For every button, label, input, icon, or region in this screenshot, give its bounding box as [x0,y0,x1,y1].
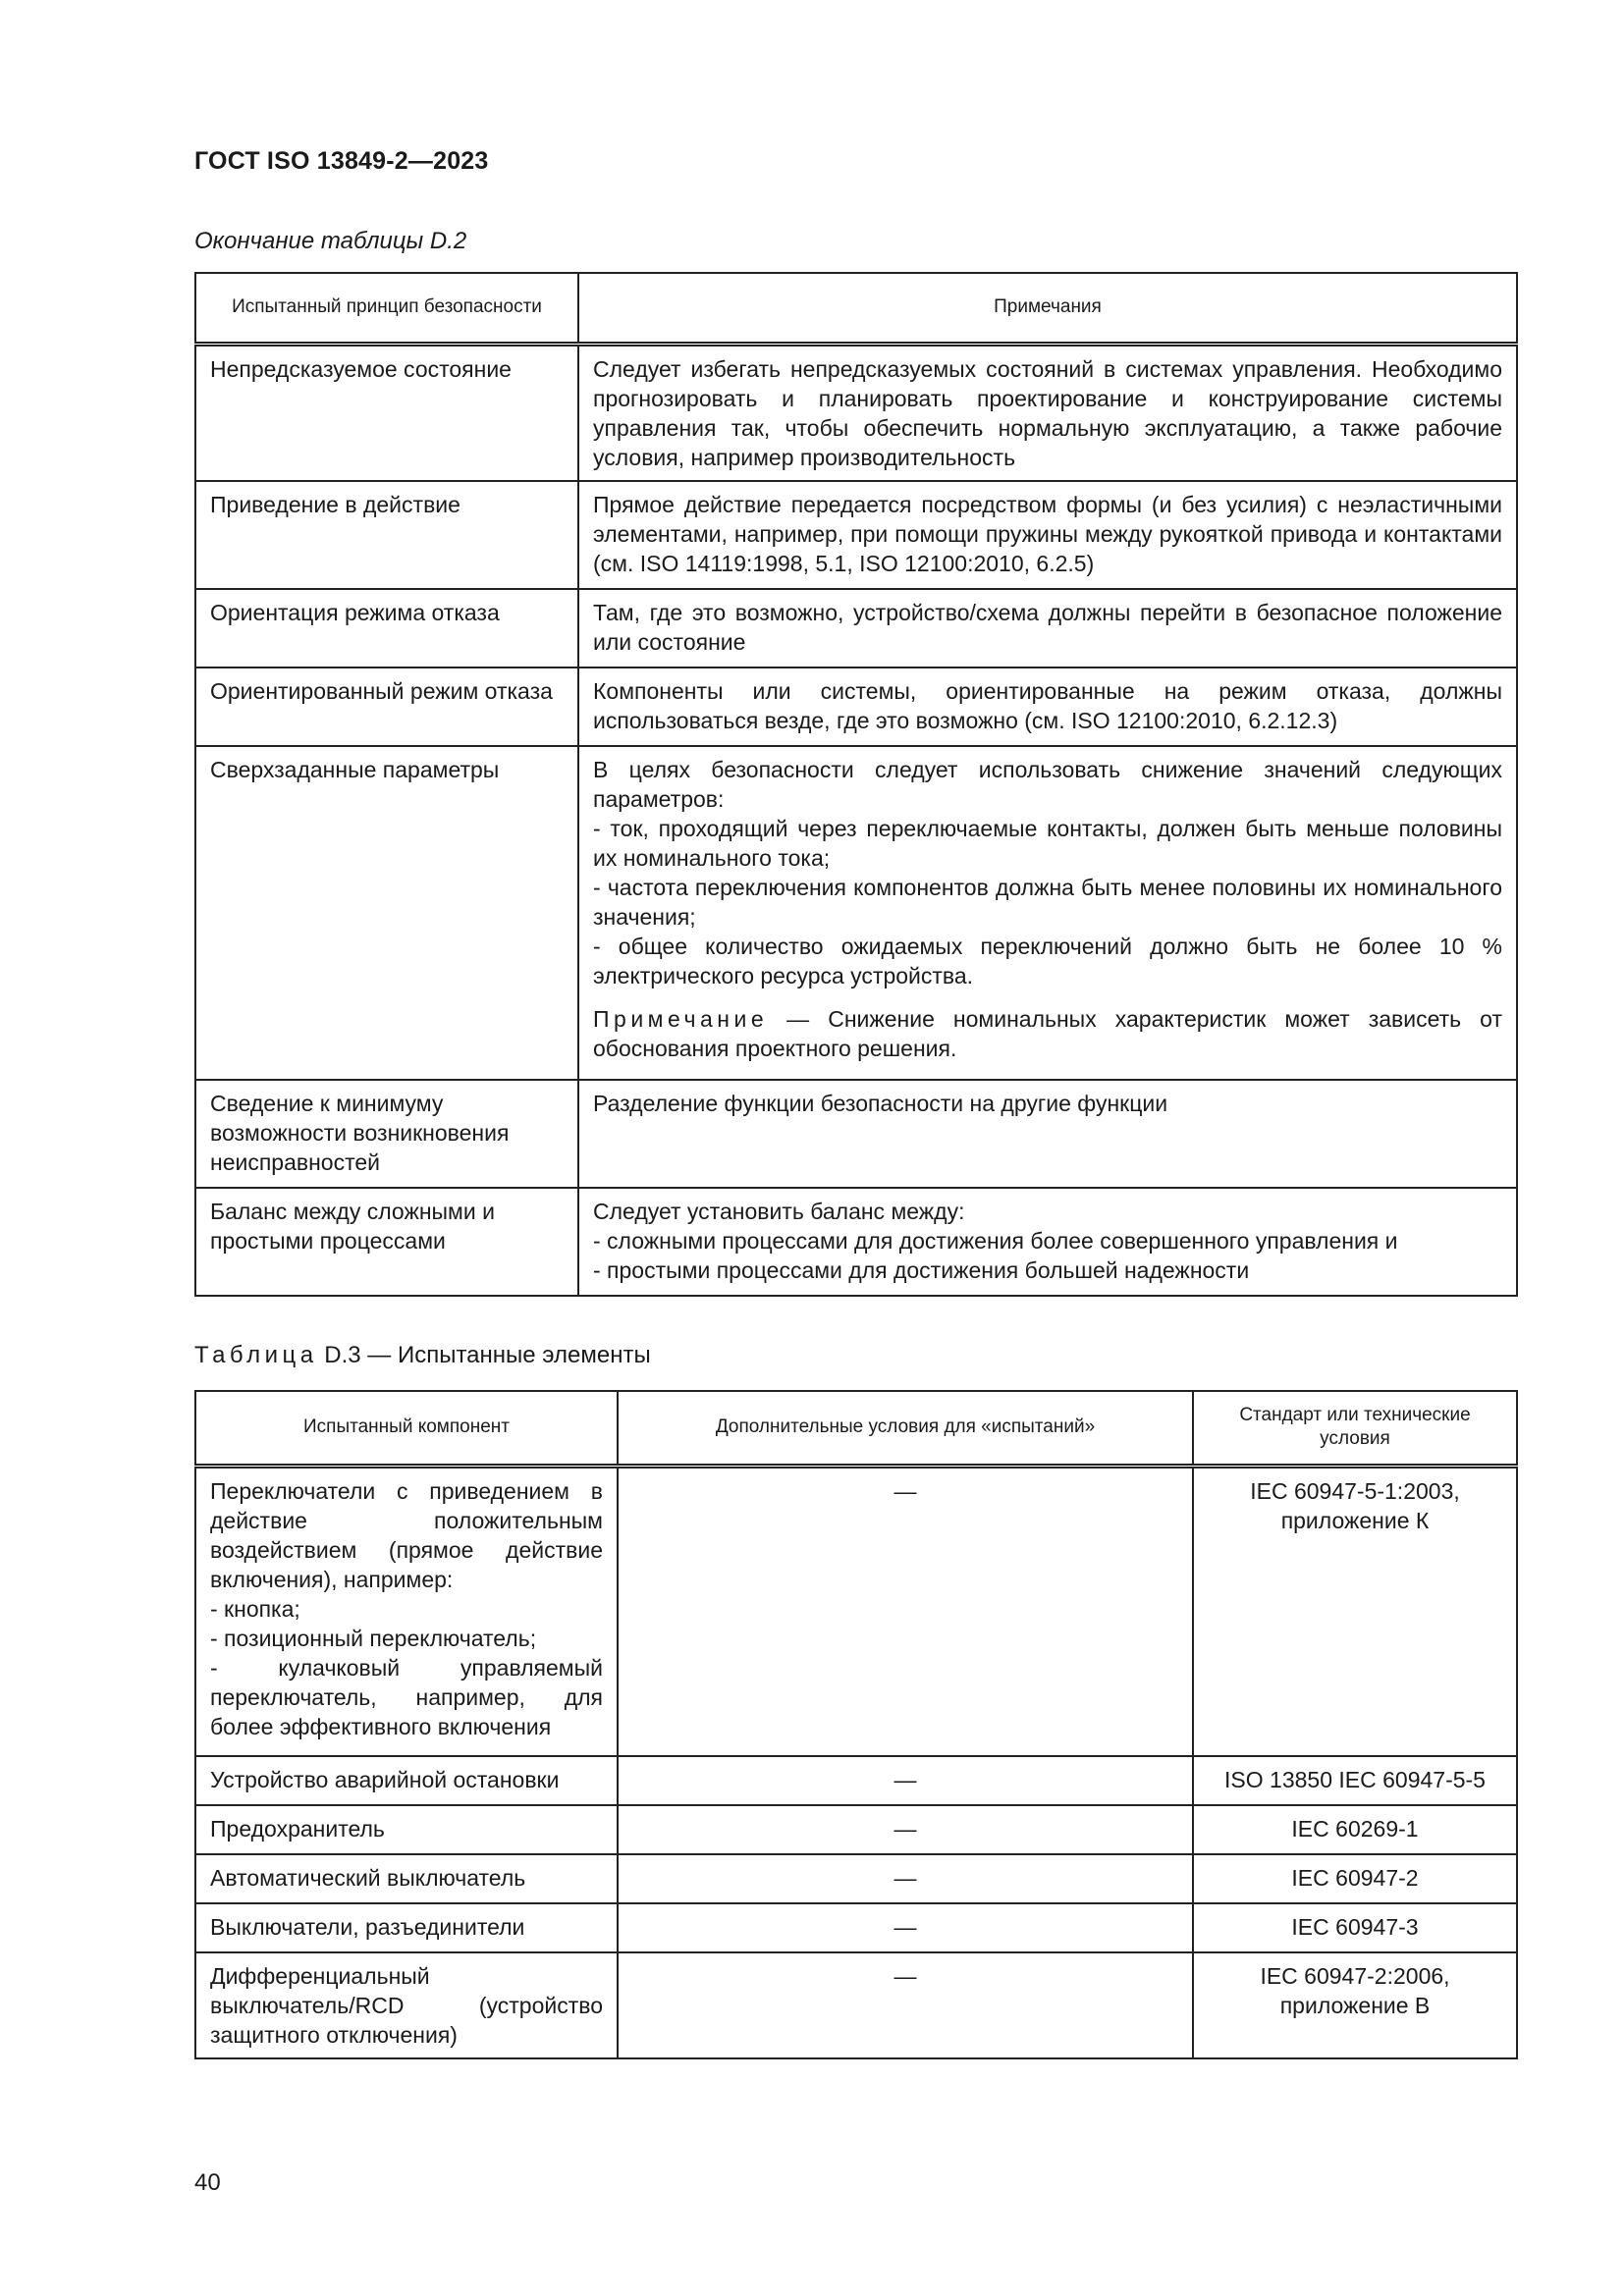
component-cell: Устройство аварийной остановки [195,1756,618,1805]
component-line: - кнопка; [210,1595,300,1622]
table-row [195,1854,1517,1903]
conditions-cell: — [618,1854,1193,1903]
notes-line: - простыми процессами для достижения большей надежности [593,1257,1250,1283]
standard-line: IEC 60947-2:2006, [1260,1963,1450,1989]
principle-cell: Непредсказуемое состояние [195,344,578,481]
notes-cell [578,1188,1517,1296]
column-header-notes: Примечания [578,273,1517,344]
note-paragraph [593,1004,1502,1063]
standard-cell: ISO 13850 IEC 60947-5-5 [1193,1756,1517,1805]
column-header-principle: Испытанный принцип безопасности [195,273,578,344]
notes-line: В целях безопасности следует использовать снижение значений следующих параметров: [593,757,1502,812]
note-label: Примечание [593,1006,769,1032]
table-row [195,1466,1517,1756]
column-header-component: Испытанный компонент [195,1391,618,1466]
conditions-cell: — [618,1466,1193,1756]
table-row [195,1188,1517,1296]
component-cell: Автоматический выключатель [195,1854,618,1903]
principle-cell: Сведение к минимуму возможности возникновения неисправностей [195,1080,578,1188]
component-cell: Дифференциальный выключатель/RCD (устройство защитного отключения) [195,1952,618,2058]
table-row [195,1952,1517,2058]
component-line: Переключатели с приведением в действие положительным воздействием (прямое действие включения), например: [210,1477,603,1592]
notes-line: Следует установить баланс между: [593,1199,965,1224]
notes-line: - частота переключения компонентов должна быть менее половины их номинального значения; [593,875,1502,930]
standard-cell: IEC 60269-1 [1193,1805,1517,1854]
page-number: 40 [194,2169,221,2196]
notes-line: - ток, проходящий через переключаемые контакты, должен быть меньше половины их номинального тока; [593,816,1502,871]
standard-cell [1193,1952,1517,2058]
component-cell: Предохранитель [195,1805,618,1854]
table-row [195,746,1517,1080]
column-header-conditions: Дополнительные условия для «испытаний» [618,1391,1193,1466]
principle-cell: Ориентация режима отказа [195,589,578,667]
table-d3-caption [194,1342,651,1369]
table-d3-caption-label: Таблица [194,1342,318,1368]
table-d3 [194,1390,1518,2059]
notes-cell: Следует избегать непредсказуемых состояний в системах управления. Необходимо прогнозировать и планировать проектирование и конструирование системы управления так, чтобы обеспечить нормальную эксплуатацию, а также рабочие условия, например производительность [578,344,1517,481]
conditions-cell: — [618,1756,1193,1805]
table-d2-caption: Окончание таблицы D.2 [194,228,467,254]
table-row [195,589,1517,667]
conditions-cell: — [618,1805,1193,1854]
column-header-standard: Стандарт или технические условия [1193,1391,1517,1466]
standard-line: IEC 60947-5-1:2003, [1250,1477,1460,1504]
notes-cell: Компоненты или системы, ориентированные на режим отказа, должны использоваться везде, где это возможно (см. ISO 12100:2010, 6.2.12.3) [578,667,1517,746]
component-line: - позиционный переключатель; [210,1625,537,1651]
standard-line: приложение К [1280,1507,1430,1533]
notes-cell [578,746,1517,1080]
document-header: ГОСТ ISO 13849-2—2023 [194,147,489,175]
table-row [195,344,1517,481]
standard-cell: IEC 60947-2 [1193,1854,1517,1903]
standard-cell: IEC 60947-3 [1193,1903,1517,1952]
table-d2 [194,272,1518,1297]
component-line: - кулачковый управляемый переключатель, например, для более эффективного включения [210,1654,603,1739]
table-header-row [195,273,1517,344]
component-cell: Выключатели, разъединители [195,1903,618,1952]
table-row [195,1805,1517,1854]
notes-cell: Там, где это возможно, устройство/схема должны перейти в безопасное положение или состояние [578,589,1517,667]
table-row [195,1903,1517,1952]
principle-cell: Баланс между сложными и простыми процессами [195,1188,578,1296]
table-row [195,667,1517,746]
conditions-cell: — [618,1952,1193,2058]
standard-cell [1193,1466,1517,1756]
notes-cell: Прямое действие передается посредством формы (и без усилия) с неэластичными элементами, например, при помощи пружины между рукояткой привода и контактами (см. ISO 14119:1998, 5.1, ISO 12100:2010, 6.2.5) [578,481,1517,589]
principle-cell: Приведение в действие [195,481,578,589]
table-row [195,1756,1517,1805]
notes-line: - сложными процессами для достижения более совершенного управления и [593,1228,1398,1254]
notes-cell: Разделение функции безопасности на другие функции [578,1080,1517,1188]
table-d3-caption-title: D.3 — Испытанные элементы [317,1342,651,1368]
principle-cell: Ориентированный режим отказа [195,667,578,746]
table-row [195,481,1517,589]
table-header-row [195,1391,1517,1466]
standard-line: приложение В [1279,1993,1431,2018]
note-text: — Снижение номинальных характеристик может зависеть от обоснования проектного решения. [593,1006,1502,1061]
notes-line: - общее количество ожидаемых переключений должно быть не более 10 % электрического ресурса устройства. [593,934,1502,988]
principle-cell: Сверхзаданные параметры [195,746,578,1080]
table-row [195,1080,1517,1188]
conditions-cell: — [618,1903,1193,1952]
component-cell [195,1466,618,1756]
